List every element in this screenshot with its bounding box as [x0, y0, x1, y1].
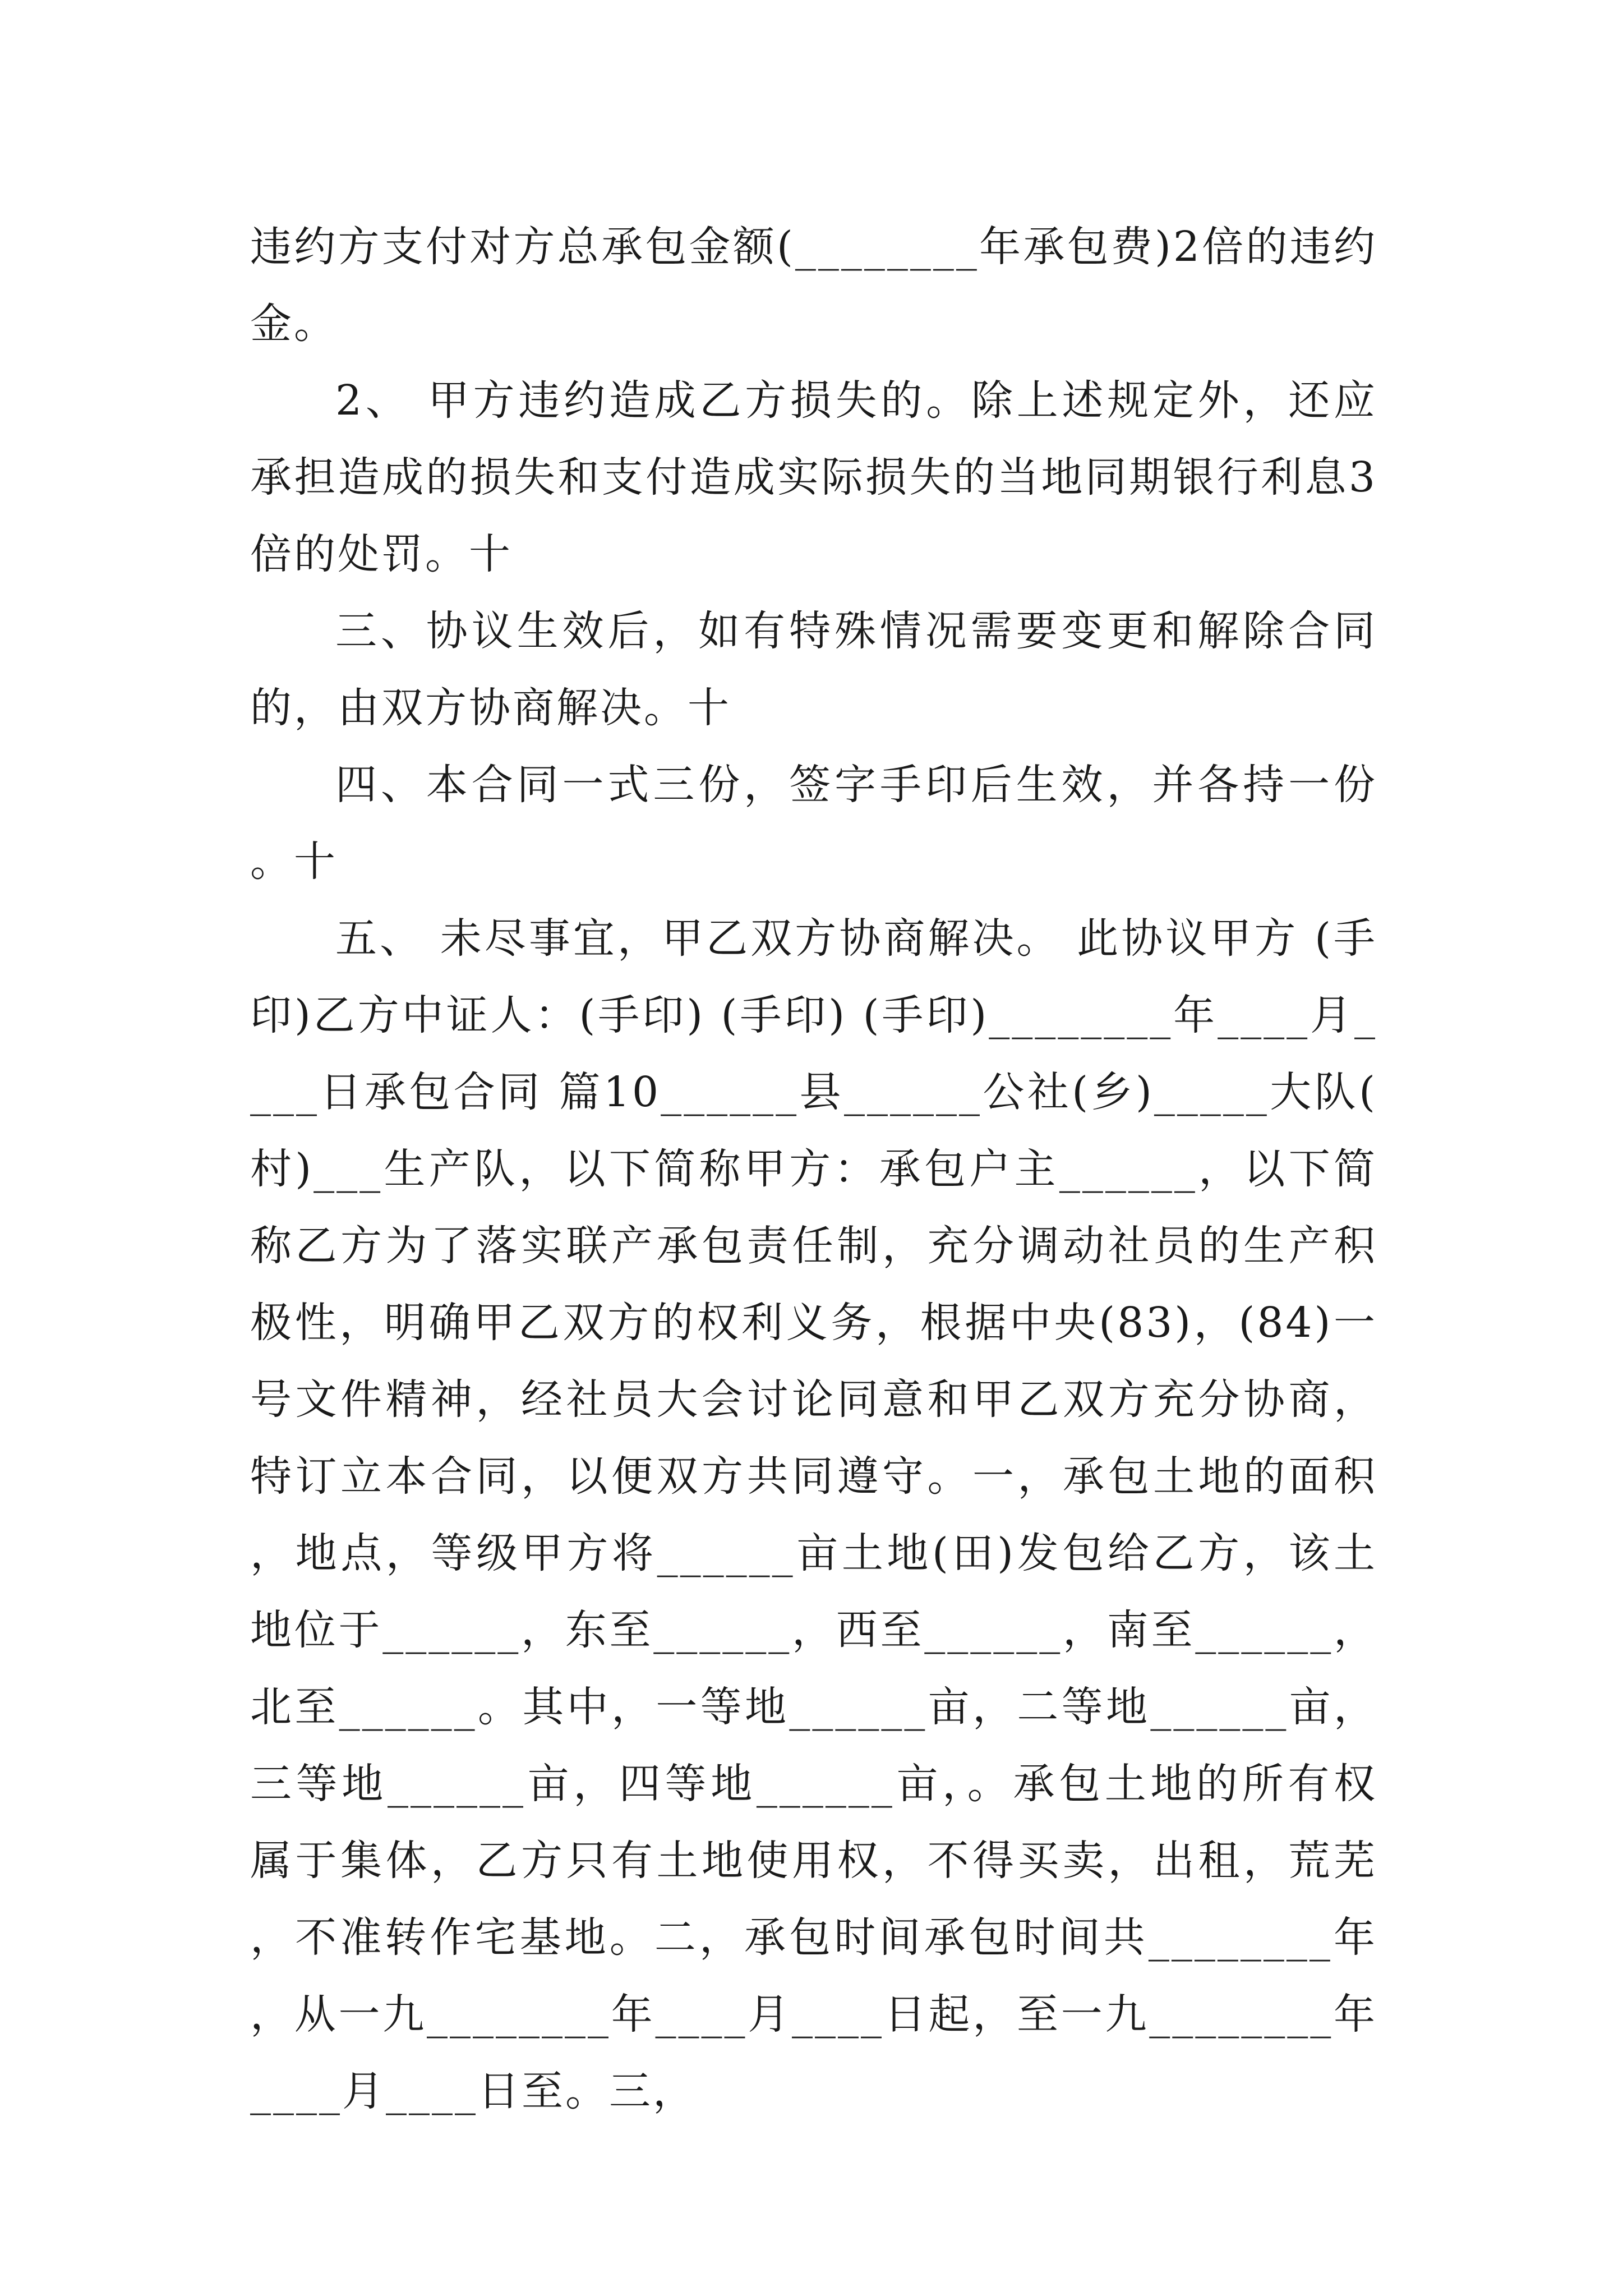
paragraph-clause-five-and-contract-ten: 五、 未尽事宜，甲乙双方协商解决。 此协议甲方 (手印)乙方中证人：(手印) (手印) (手印)________年____月____日承包合同 篇10______县______公社(乡)_____大队(村)___生产队，以下简称甲方：承包户主______，以下简称乙方为了落实联产承包责任制，充分调动社员的生产积极性，明确甲乙双方的权利义务，根据中央(83)，(84)一号文件精神，经社员大会讨论同意和甲乙双方充分协商，特订立本合同，以便双方共同遵守。一，承包土地的面积，地点，等级甲方将______亩土地(田)发包给乙方，该土地位于______，东至______，西至______，南至______，北至______。其中，一等地______亩，二等地______亩，三等地______亩，四等地______亩，。承包土地的所有权属于集体，乙方只有土地使用权，不得买卖，出租，荒芜，不准转作宅基地。二，承包时间承包时间共________年，从一九________年____月____日起，至一九________年____月____日至。三， [250, 914, 1377, 2115]
paragraph-clause-three: 三、协议生效后，如有特殊情况需要变更和解除合同的，由双方协商解决。十 [250, 607, 1377, 732]
paragraph-breach-penalty: 违约方支付对方总承包金额(________年承包费)2倍的违约金。 [250, 223, 1377, 348]
document-body [250, 209, 1377, 2130]
paragraph-party-a-breach: 2、 甲方违约造成乙方损失的。除上述规定外，还应承担造成的损失和支付造成实际损失的当地同期银行利息3倍的处罚。十 [250, 376, 1377, 578]
paragraph-clause-four: 四、本合同一式三份，签字手印后生效，并各持一份。十 [250, 761, 1377, 886]
